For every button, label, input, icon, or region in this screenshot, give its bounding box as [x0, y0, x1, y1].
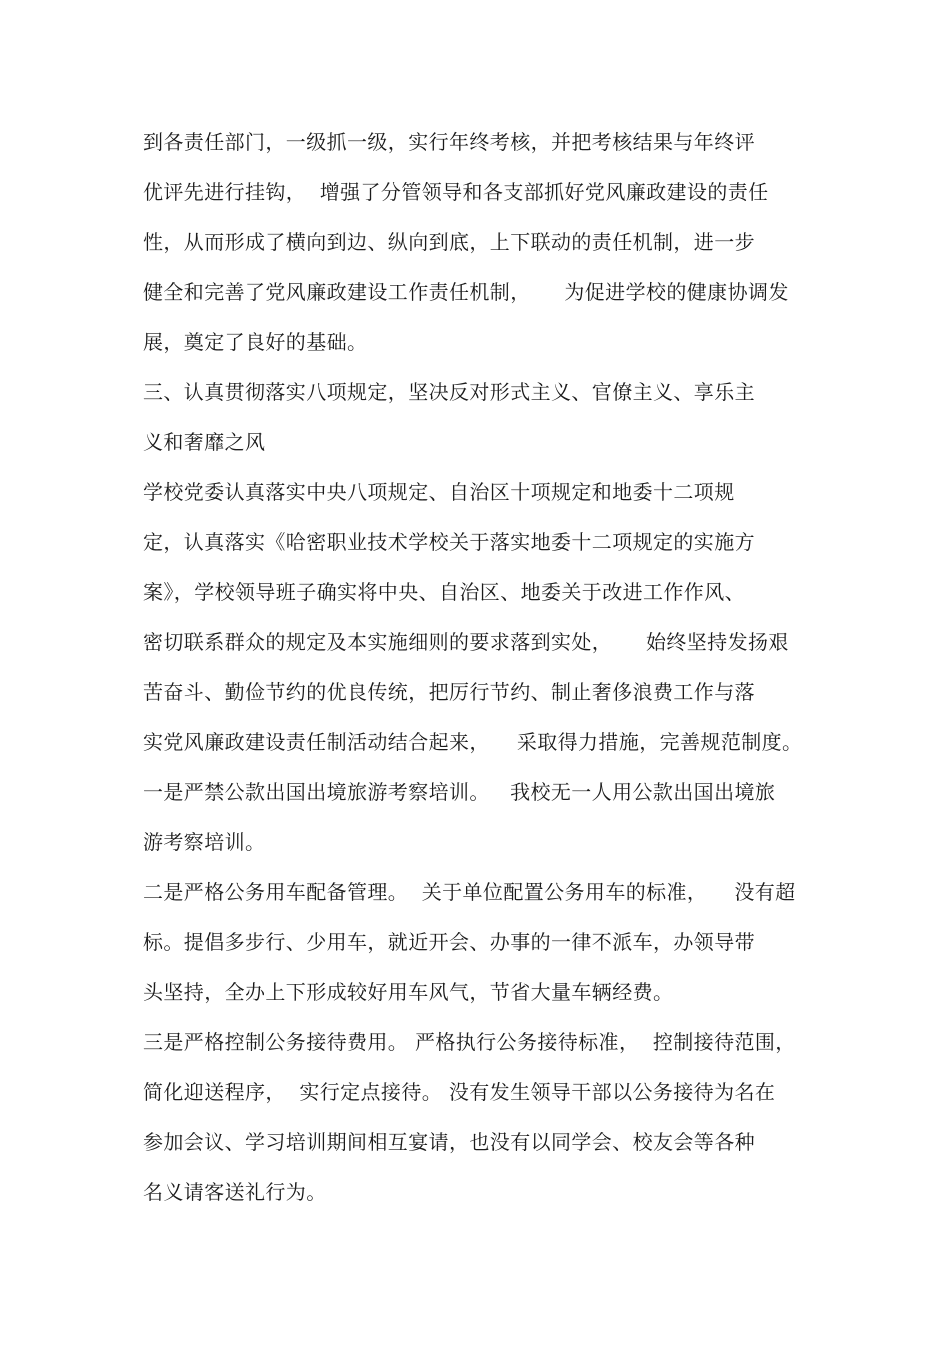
text-line: 定，认真落实《哈密职业技术学校关于落实地委十二项规定的实施方 [143, 530, 755, 554]
section-heading: 三、认真贯彻落实八项规定，坚决反对形式主义、官僚主义、享乐主 [143, 380, 755, 404]
text-line: 实党风廉政建设责任制活动结合起来， 采取得力措施，完善规范制度。 [143, 730, 803, 754]
text-line: 性，从而形成了横向到边、纵向到底，上下联动的责任机制，进一步 [143, 230, 755, 254]
text-line: 一是严禁公款出国出境旅游考察培训。 我校无一人用公款出国出境旅 [143, 780, 776, 804]
text-line: 展，奠定了良好的基础。 [143, 330, 368, 354]
text-line: 游考察培训。 [143, 830, 266, 854]
text-line: 到各责任部门，一级抓一级，实行年终考核，并把考核结果与年终评 [143, 130, 755, 154]
text-line: 健全和完善了党风廉政建设工作责任机制， 为促进学校的健康协调发 [143, 280, 789, 304]
text-line: 二是严格公务用车配备管理。 关于单位配置公务用车的标准， 没有超 [143, 880, 796, 904]
text-line: 名义请客送礼行为。 [143, 1180, 327, 1204]
text-line: 密切联系群众的规定及本实施细则的要求落到实处， 始终坚持发扬艰 [143, 630, 789, 654]
text-line: 三是严格控制公务接待费用。 严格执行公务接待标准， 控制接待范围， [143, 1030, 796, 1054]
text-line: 参加会议、学习培训期间相互宴请，也没有以同学会、校友会等各种 [143, 1130, 755, 1154]
text-line: 优评先进行挂钩， 增强了分管领导和各支部抓好党风廉政建设的责任 [143, 180, 769, 204]
text-line: 标。提倡多步行、少用车，就近开会、办事的一律不派车，办领导带 [143, 930, 755, 954]
text-line: 头坚持，全办上下形成较好用车风气，节省大量车辆经费。 [143, 980, 674, 1004]
text-line: 学校党委认真落实中央八项规定、自治区十项规定和地委十二项规 [143, 480, 735, 504]
text-line: 案》，学校领导班子确实将中央、自治区、地委关于改进工作作风、 [143, 580, 745, 604]
text-line: 苦奋斗、勤俭节约的优良传统，把厉行节约、制止奢侈浪费工作与落 [143, 680, 755, 704]
section-heading: 义和奢靡之风 [143, 430, 266, 454]
text-line: 简化迎送程序， 实行定点接待。 没有发生领导干部以公务接待为名在 [143, 1080, 776, 1104]
